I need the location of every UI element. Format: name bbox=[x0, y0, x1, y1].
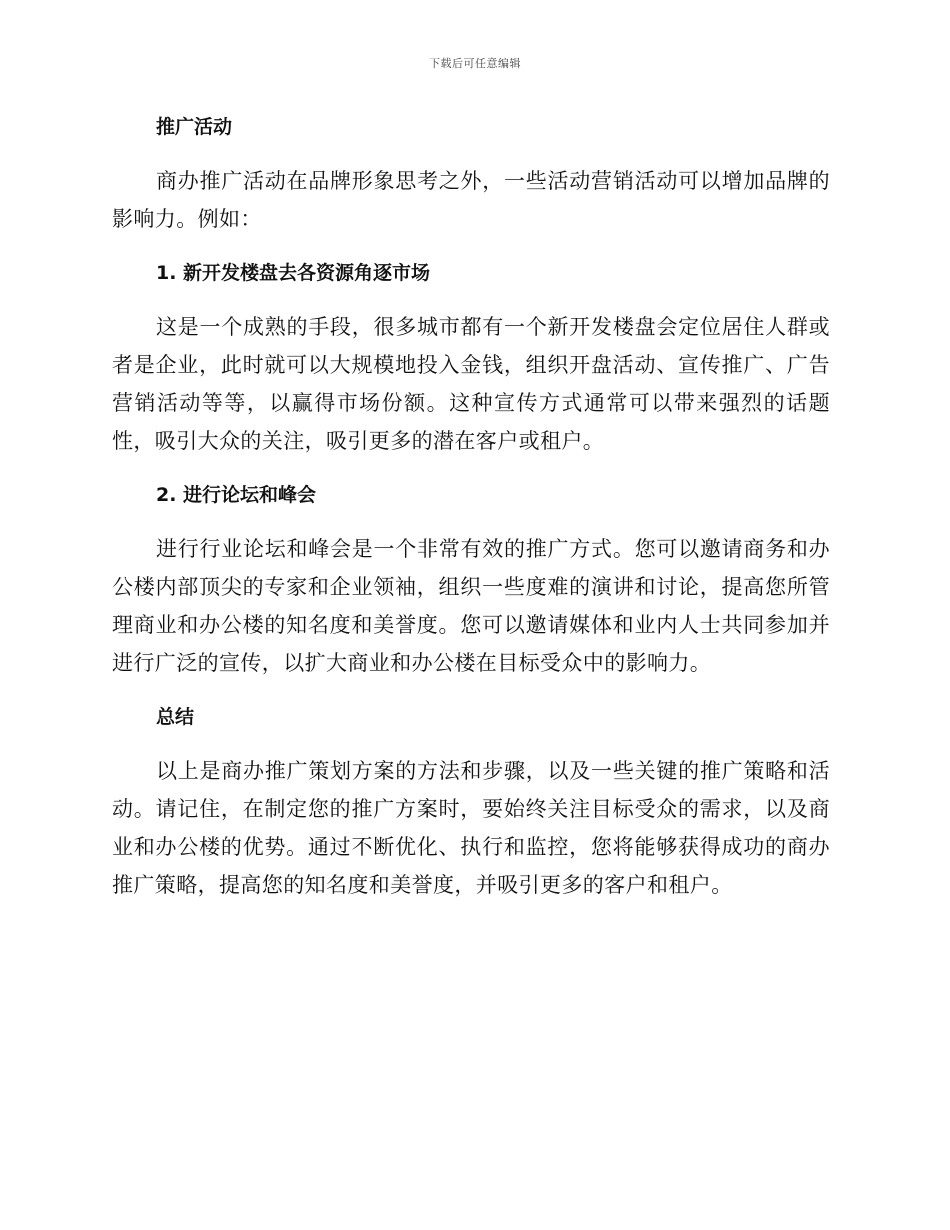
section-paragraph-promotion: 商办推广活动在品牌形象思考之外，一些活动营销活动可以增加品牌的影响力。例如： bbox=[112, 169, 830, 231]
section-heading-summary: 总结 bbox=[156, 706, 195, 728]
document-body bbox=[112, 108, 830, 904]
section-paragraph-summary: 以上是商办推广策划方案的方法和步骤，以及一些关键的推广策略和活动。请记住，在制定您的推广方案时，要始终关注目标受众的需求，以及商业和办公楼的优势。通过不断优化、执行和监控，您将能够获得成功的商办推广策略，提高您的知名度和美誉度，并吸引更多的客户和租户。 bbox=[112, 759, 830, 897]
page-header: 下载后可任意编辑 bbox=[429, 57, 521, 70]
section-heading-forums: 2. 进行论坛和峰会 bbox=[156, 484, 317, 506]
section-heading-promotion: 推广活动 bbox=[156, 116, 233, 138]
section-paragraph-forums: 进行行业论坛和峰会是一个非常有效的推广方式。您可以邀请商务和办公楼内部顶尖的专家和企业领袖，组织一些度难的演讲和讨论，提高您所管理商业和办公楼的知名度和美誉度。您可以邀请媒体和业内人士共同参加并进行广泛的宣传，以扩大商业和办公楼在目标受众中的影响力。 bbox=[112, 537, 830, 675]
section-heading-new-development: 1. 新开发楼盘去各资源角逐市场 bbox=[156, 262, 431, 284]
section-paragraph-new-development: 这是一个成熟的手段，很多城市都有一个新开发楼盘会定位居住人群或者是企业，此时就可以大规模地投入金钱，组织开盘活动、宣传推广、广告营销活动等等，以赢得市场份额。这种宣传方式通常可以带来强烈的话题性，吸引大众的关注，吸引更多的潜在客户或租户。 bbox=[112, 315, 830, 453]
